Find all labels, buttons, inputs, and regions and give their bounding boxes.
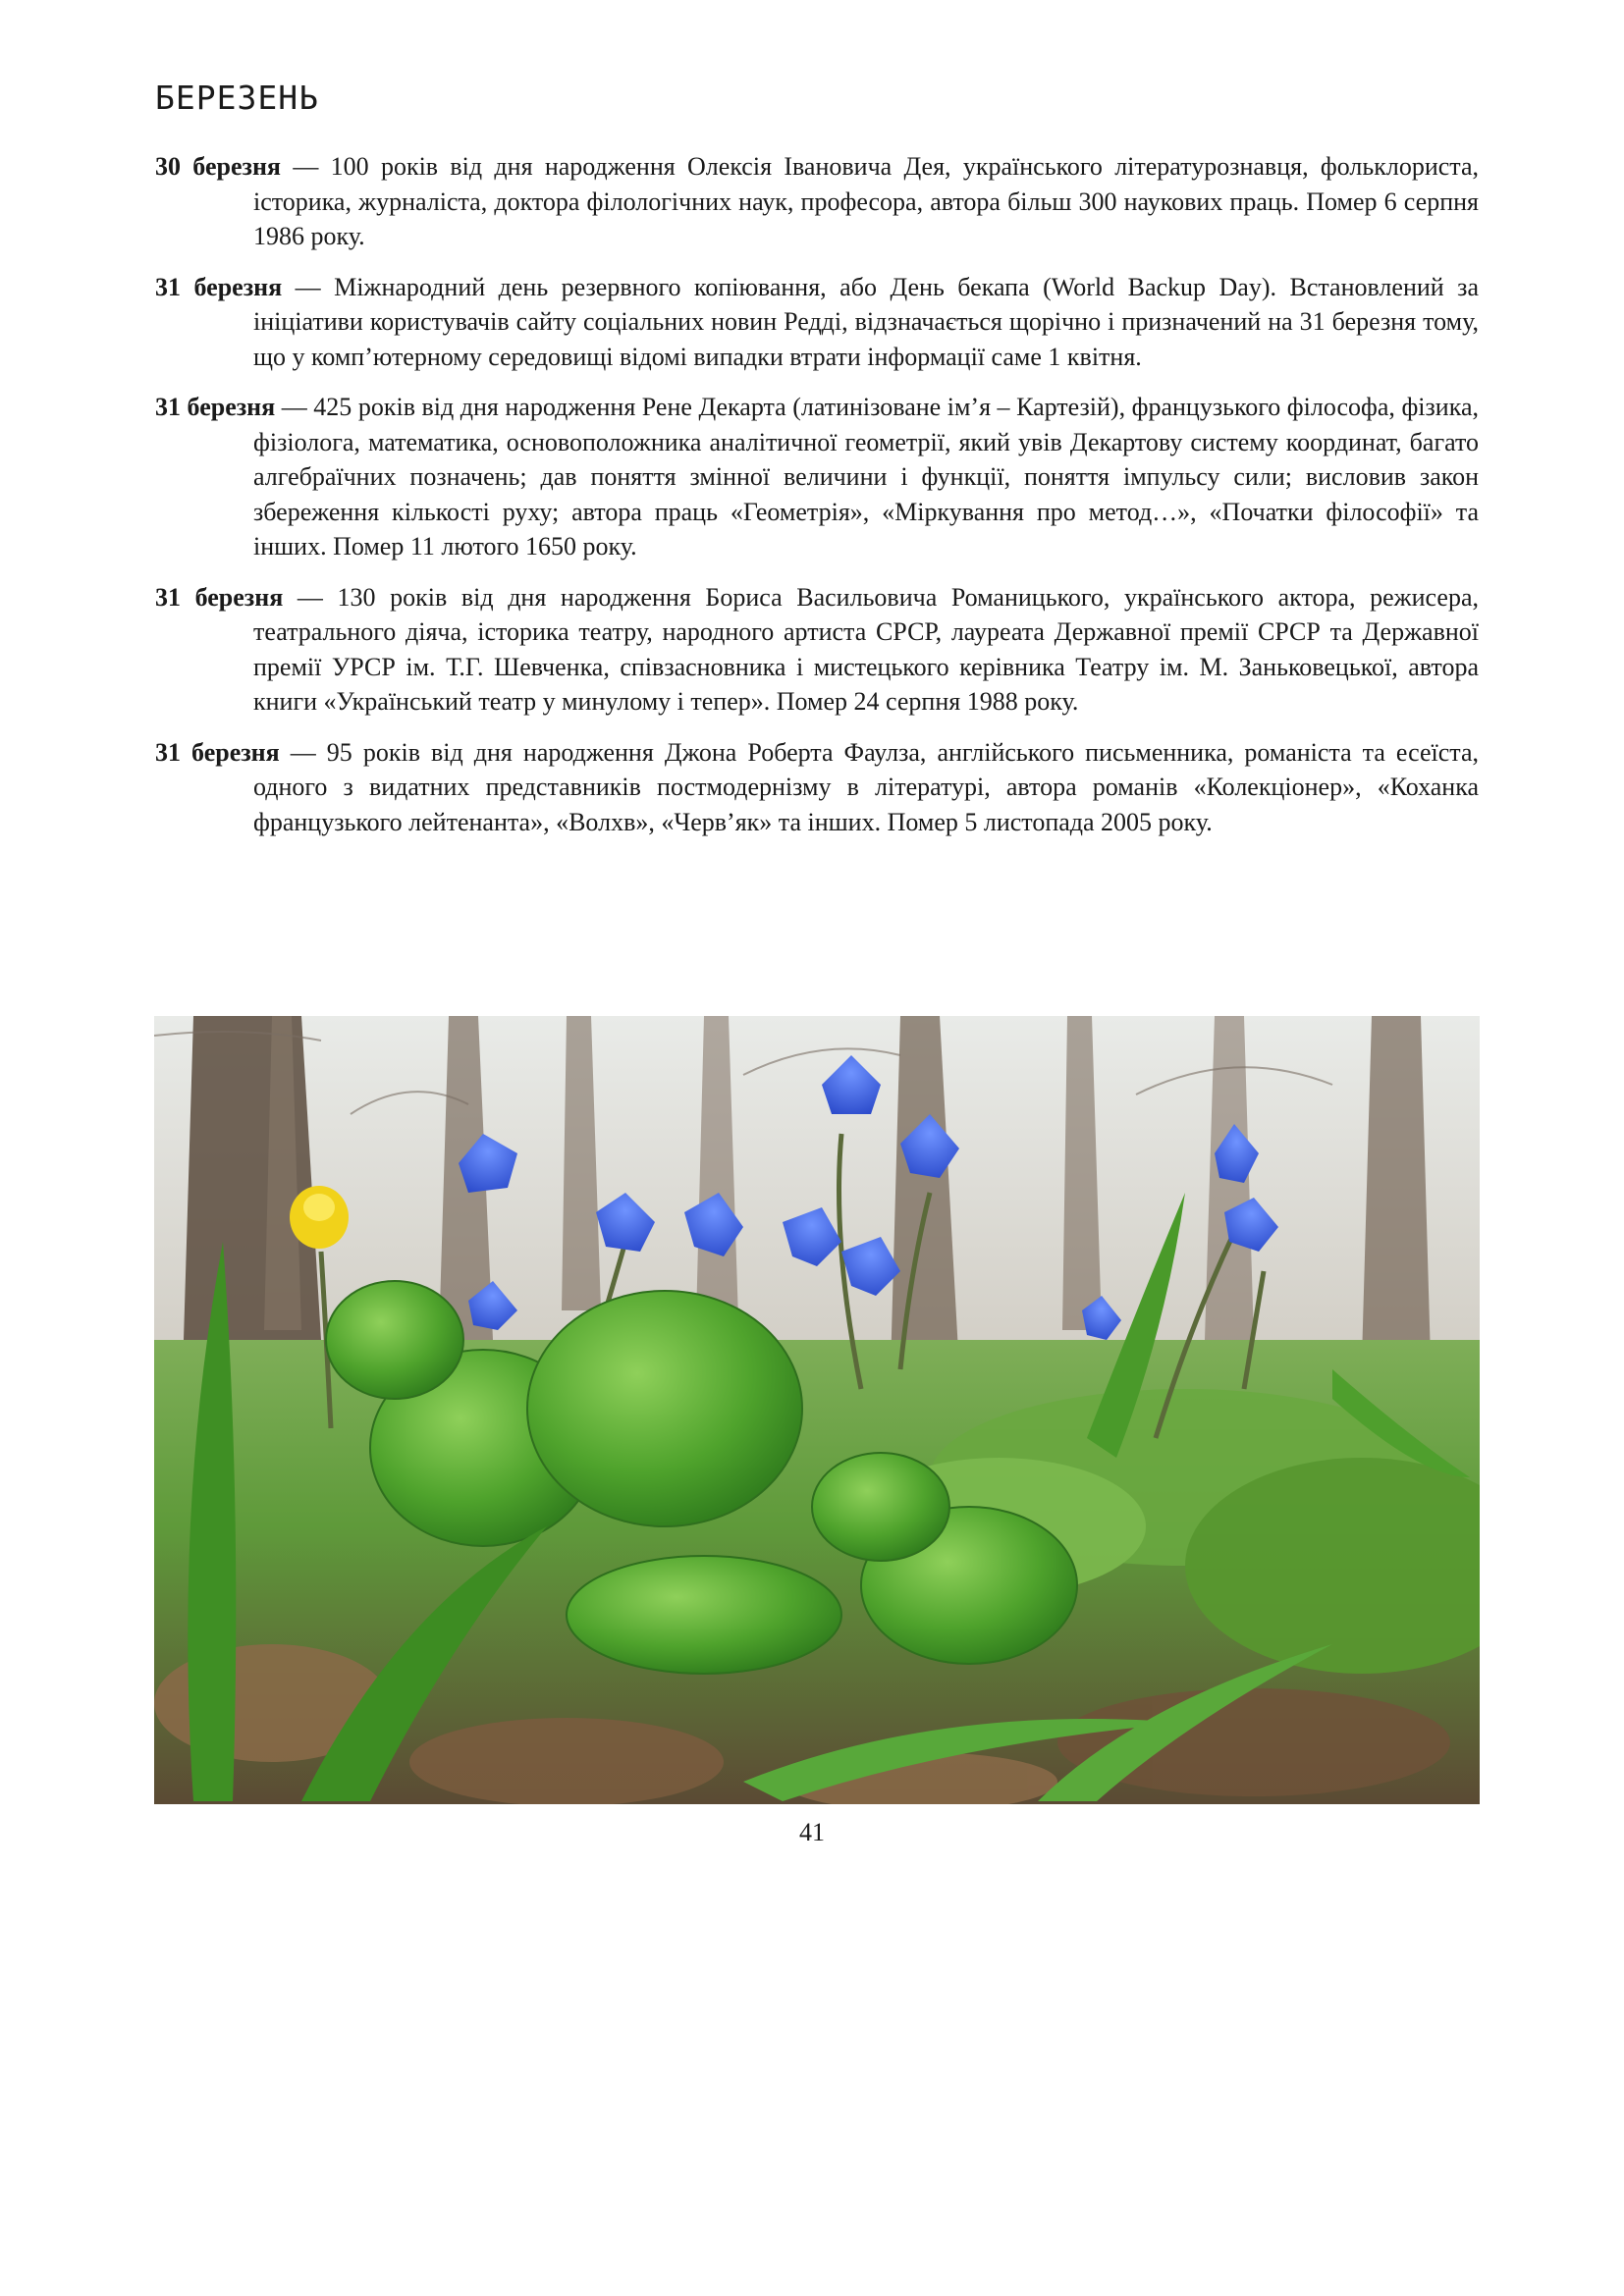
entry-text: — 100 років від дня народження Олексія Івановича Дея, українського літературознавця, фольклориста, історика, журналіста, доктора філологічних наук, професора, автора більш 300 наукових праць. Помер 6 серпня 1986 року. — [253, 152, 1479, 250]
spring-flowers-photo — [154, 1016, 1480, 1804]
entry-text: — 95 років від дня народження Джона Роберта Фаулза, англійського письменника, романіста та есеїста, одного з видатних представників постмодернізму в літературі, автора романів «Колекціонер», «Коханка французького лейтенанта», «Волхв», «Черв’як» та інших. Помер 5 листопада 2005 року. — [253, 737, 1479, 836]
list-item — [155, 270, 1479, 375]
list-item — [155, 390, 1479, 564]
entries-list — [155, 149, 1479, 855]
entry-date: 31 березня — [155, 272, 283, 301]
entry-text: — Міжнародний день резервного копіювання, або День бекапа (World Backup Day). Встановлений за ініціативи користувачів сайту соціальних новин Редді, відзначається щорічно і призначений на 31 березня тому, що у комп’ютерному середовищі відомі випадки втрати інформації саме 1 квітня. — [253, 272, 1479, 371]
entry-text: — 130 років від дня народження Бориса Васильовича Романицького, українського актора, режисера, театрального діяча, історика театру, народного артиста СРСР, лауреата Державної премії СРСР та Державної премії УРСР ім. Т.Г. Шевченка, співзасновника і мистецького керівника Театру ім. М. Заньковецької, автора книги «Український театр у минулому і тепер». Помер 24 серпня 1988 року. — [253, 582, 1479, 716]
page-number: 41 — [799, 1818, 825, 1846]
list-item — [155, 580, 1479, 720]
list-item — [155, 735, 1479, 840]
entry-date: 31 березня — [155, 582, 284, 612]
entry-text: — 425 років від дня народження Рене Декарта (латинізоване ім’я – Картезій), французького філософа, фізика, фізіолога, математика, основоположника аналітичної геометрії, який увів Декартову систему координат, багато алгебраїчних позначень; дав поняття змінної величини і функції, поняття імпульсу сили; висловив закон збереження кількості руху; автора праць «Геометрія», «Міркування про метод…», «Початки філософії» та інших. Помер 11 лютого 1650 року. — [253, 393, 1479, 561]
entry-date: 30 березня — [155, 152, 282, 181]
yellow-flower — [290, 1186, 349, 1249]
entry-date: 31 березня — [155, 393, 276, 421]
list-item — [155, 149, 1479, 254]
page-title: БЕРЕЗЕНЬ — [155, 79, 319, 117]
entry-date: 31 березня — [155, 737, 280, 767]
